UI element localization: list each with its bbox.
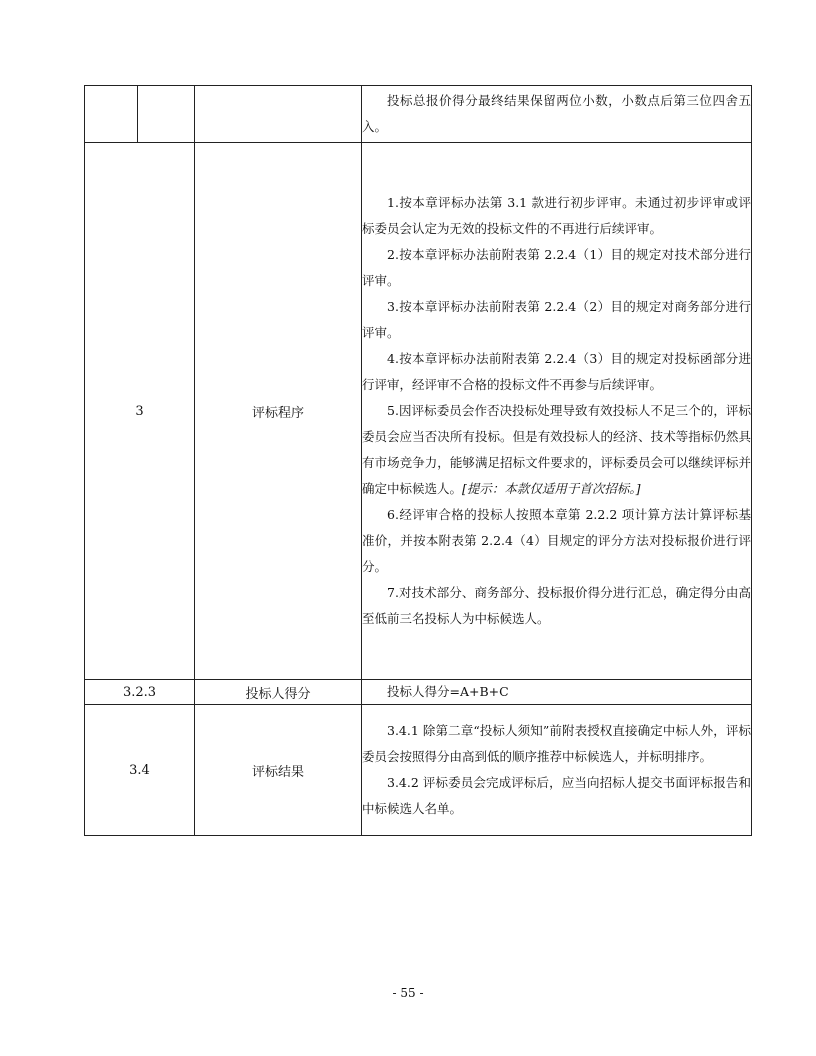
row-text-cell — [362, 86, 752, 143]
row-paragraph: 7.对技术部分、商务部分、投标报价得分进行汇总，确定得分由高至低前三名投标人为中标候选人。 — [362, 585, 751, 626]
row-paragraph: 3.按本章评标办法前附表第 2.2.4（2）目的规定对商务部分进行评审。 — [362, 299, 751, 340]
row-paragraph: 3.4.1 除第二章“投标人须知”前附表授权直接确定中标人外，评标委员会按照得分由高到低的顺序推荐中标候选人，并标明排序。 — [362, 723, 751, 764]
row-paragraph: 投标人得分=A+B+C — [387, 684, 509, 699]
paragraph-note: [提示：本款仅适用于首次招标。] — [462, 481, 641, 496]
table-row — [85, 143, 752, 680]
page-number: - 55 - — [392, 986, 424, 1000]
table-row — [85, 86, 752, 143]
row-number: 3.4 — [85, 705, 195, 836]
row-paragraph: 2.按本章评标办法前附表第 2.2.4（1）目的规定对技术部分进行评审。 — [362, 247, 751, 288]
table-row — [85, 705, 752, 836]
table-row — [85, 680, 752, 705]
row-paragraph: 6.经评审合格的投标人按照本章第 2.2.2 项计算方法计算评标基准价，并按本附表第 2.2.4（4）目规定的评分方法对投标报价进行评分。 — [362, 507, 751, 574]
row-text-cell — [362, 705, 752, 836]
row-text-cell — [362, 143, 752, 680]
row-paragraph — [362, 398, 751, 502]
empty-cell-a — [85, 86, 138, 143]
row-paragraph: 3.4.2 评标委员会完成评标后，应当向招标人提交书面评标报告和中标候选人名单。 — [362, 775, 751, 816]
row-paragraph: 4.按本章评标办法前附表第 2.2.4（3）目的规定对投标函部分进行评审，经评审不合格的投标文件不再参与后续评审。 — [362, 351, 751, 392]
paragraph-text: 5.因评标委员会作否决投标处理导致有效投标人不足三个的，评标委员会应当否决所有投标。但是有效投标人的经济、技术等指标仍然具有市场竞争力，能够满足招标文件要求的，评标委员会可以继续评标并确定中标候选人。 — [362, 403, 751, 496]
row-paragraph: 投标总报价得分最终结果保留两位小数，小数点后第三位四舍五入。 — [362, 93, 751, 134]
row-name: 评标程序 — [195, 143, 362, 680]
row-number: 3.2.3 — [85, 680, 195, 705]
evaluation-table — [84, 85, 752, 836]
row-name: 投标人得分 — [195, 680, 362, 705]
row-number: 3 — [85, 143, 195, 680]
row-name: 评标结果 — [195, 705, 362, 836]
row-paragraph: 1.按本章评标办法第 3.1 款进行初步评审。未通过初步评审或评标委员会认定为无效的投标文件的不再进行后续评审。 — [362, 195, 751, 236]
empty-cell-b — [138, 86, 195, 143]
empty-cell-c — [195, 86, 362, 143]
row-text-cell — [362, 680, 752, 705]
